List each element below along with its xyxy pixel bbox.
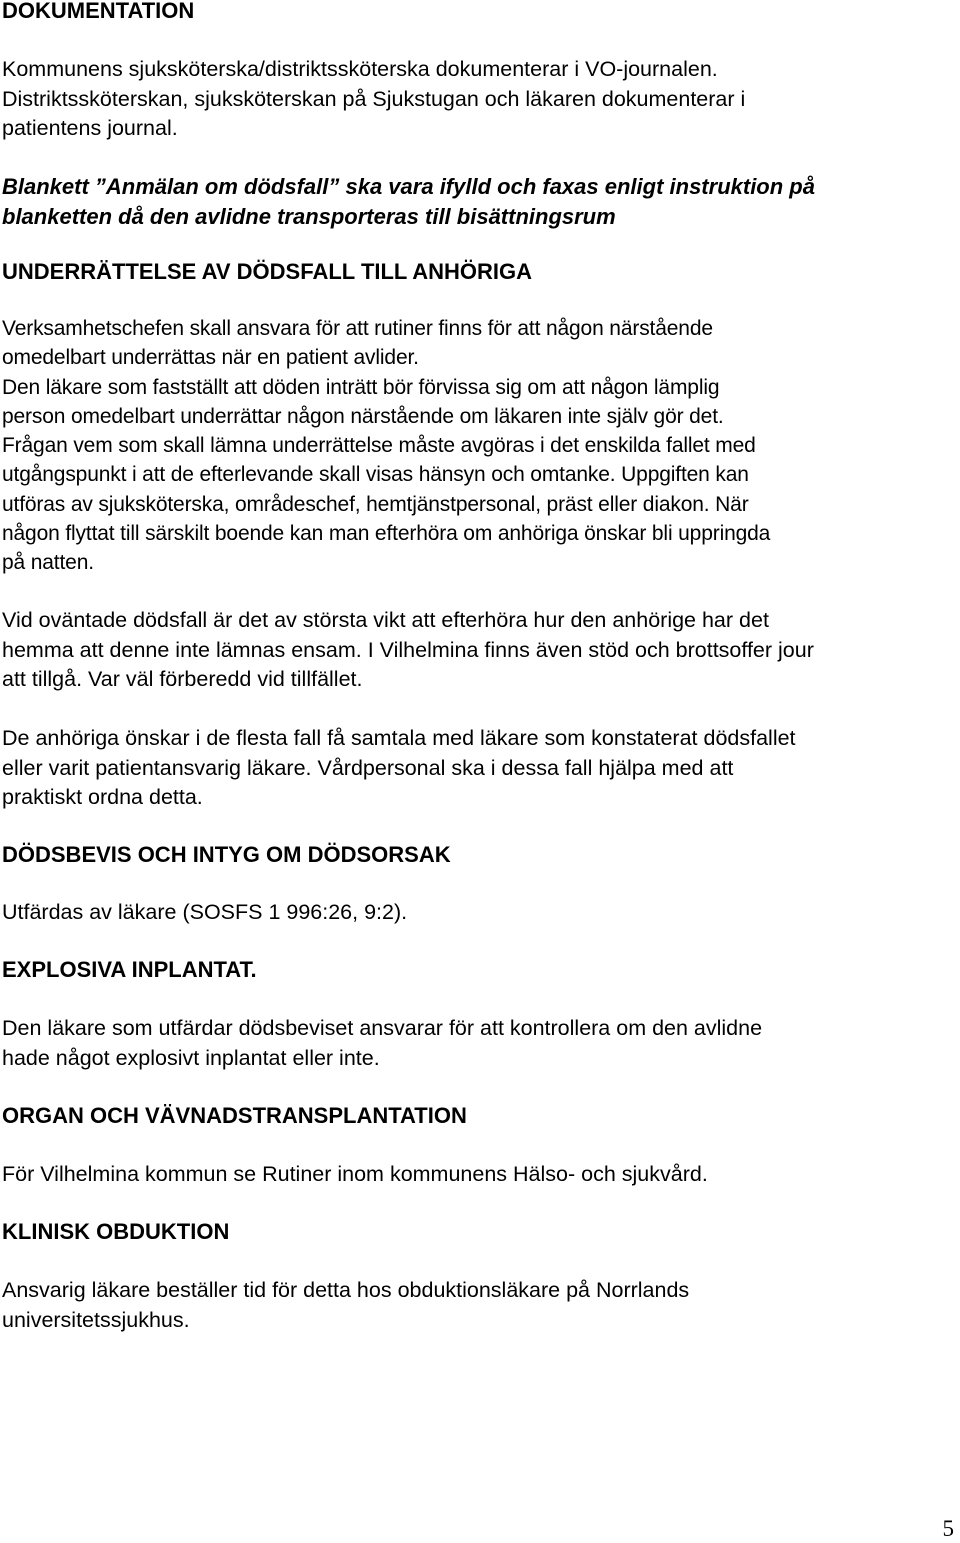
page-number: 5 <box>942 1516 954 1541</box>
text-line: universitetssjukhus. <box>2 1307 190 1332</box>
paragraph-ovantade-dodsfall <box>2 606 814 695</box>
heading-underrattelse: UNDERRÄTTELSE AV DÖDSFALL TILL ANHÖRIGA <box>2 259 533 284</box>
text-line: hemma att denne inte lämnas ensam. I Vilhelmina finns även stöd och brottsoffer jour <box>2 637 814 662</box>
text-line: Blankett ”Anmälan om dödsfall” ska vara ifylld och faxas enligt instruktion på <box>2 174 815 199</box>
paragraph-dodsbevis <box>2 898 407 928</box>
text-line: eller varit patientansvarig läkare. Vårdpersonal ska i dessa fall hjälpa med att <box>2 755 734 780</box>
text-line: patientens journal. <box>2 116 178 140</box>
paragraph-underrattelse <box>2 314 770 578</box>
paragraph-klinisk-obduktion <box>2 1276 689 1335</box>
heading-explosiva-inplantat: EXPLOSIVA INPLANTAT. <box>2 957 257 982</box>
text-line: hade något explosivt inplantat eller inte. <box>2 1045 380 1070</box>
heading-dokumentation: DOKUMENTATION <box>2 0 195 23</box>
paragraph-anhoriga <box>2 724 796 813</box>
text-line: Utfärdas av läkare (SOSFS 1 996:26, 9:2). <box>2 900 408 924</box>
heading-dodsbevis: DÖDSBEVIS OCH INTYG OM DÖDSORSAK <box>2 842 451 867</box>
text-line: De anhöriga önskar i de flesta fall få samtala med läkare som konstaterat dödsfallet <box>2 726 796 750</box>
text-line: Distriktssköterskan, sjuksköterskan på Sjukstugan och läkaren dokumenterar i <box>2 86 746 111</box>
text-line: person omedelbart underrättar någon närstående om läkaren inte själv gör det. <box>2 404 724 428</box>
paragraph-dokumentation <box>2 55 745 144</box>
text-line: Den läkare som utfärdar dödsbeviset ansvarar för att kontrollera om den avlidne <box>2 1016 763 1040</box>
paragraph-blankett-instruction <box>2 172 815 232</box>
text-line: någon flyttat till särskilt boende kan man efterhöra om anhöriga önskar bli uppringda <box>2 522 771 546</box>
text-line: Ansvarig läkare beställer tid för detta hos obduktionsläkare på Norrlands <box>2 1278 690 1302</box>
heading-organ-transplantation: ORGAN OCH VÄVNADSTRANSPLANTATION <box>2 1103 467 1128</box>
paragraph-organ-transplantation <box>2 1160 708 1190</box>
text-line: För Vilhelmina kommun se Rutiner inom kommunens Hälso- och sjukvård. <box>2 1162 708 1186</box>
text-line: praktiskt ordna detta. <box>2 785 203 809</box>
text-line: Verksamhetschefen skall ansvara för att rutiner finns för att någon närstående <box>2 317 713 340</box>
text-line: utgångspunkt i att de efterlevande skall visas hänsyn och omtanke. Uppgiften kan <box>2 463 749 487</box>
text-line: Kommunens sjuksköterska/distriktssköterska dokumenterar i VO-journalen. <box>2 57 718 81</box>
heading-klinisk-obduktion: KLINISK OBDUKTION <box>2 1219 230 1244</box>
text-line: blanketten då den avlidne transporteras till bisättningsrum <box>2 204 616 229</box>
text-line: att tillgå. Var väl förberedd vid tillfället. <box>2 667 363 691</box>
text-line: Den läkare som fastställt att döden inträtt bör förvissa sig om att någon lämplig <box>2 375 720 399</box>
text-line: utföras av sjuksköterska, områdeschef, hemtjänstpersonal, präst eller diakon. När <box>2 492 749 516</box>
text-line: Frågan vem som skall lämna underrättelse måste avgöras i det enskilda fallet med <box>2 434 756 458</box>
paragraph-explosiva-inplantat <box>2 1014 762 1073</box>
text-line: omedelbart underrättas när en patient avlider. <box>2 346 419 370</box>
text-line: Vid oväntade dödsfall är det av största vikt att efterhöra hur den anhörige har det <box>2 608 769 632</box>
text-line: på natten. <box>2 551 94 575</box>
